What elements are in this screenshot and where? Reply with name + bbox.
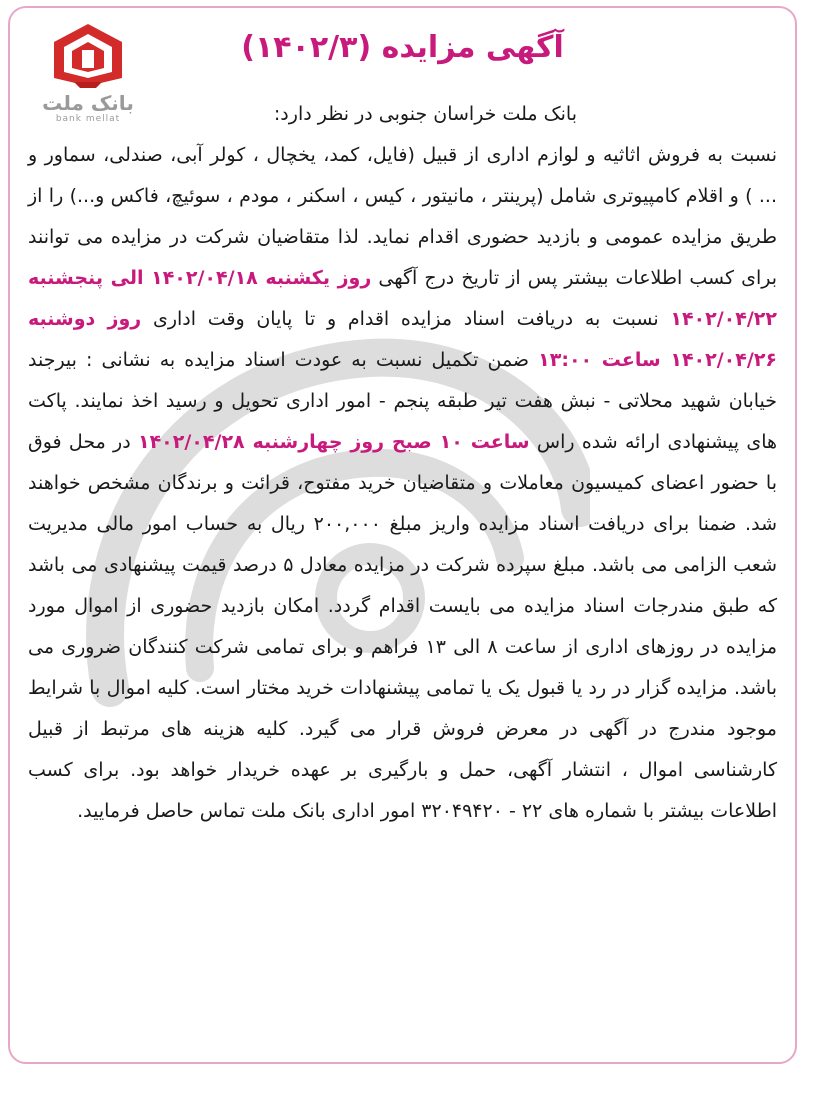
page-title: آگهی مزایده (۱۴۰۲/۳) (241, 30, 564, 65)
highlight-date-range: روز یکشنبه ۱۴۰۲/۰۴/۱۸ الی پنجشنبه ۱۴۰۲/۰۴/۲۲ (28, 267, 777, 330)
notice-paragraph-3: ضمن تکمیل نسبت به عودت اسناد مزایده به نشانی : بیرجند خیابان شهید محلاتی - نبش هفت تیر طبقه پنجم - امور اداری تحویل و رسید اخذ نمایند. پاکت های پیشنهادی ارائه شده راس (28, 349, 778, 453)
notice-paragraph-1: نسبت به فروش اثاثیه و لوازم اداری از قبیل (فایل، کمد، یخچال ، کولر آبی، صندلی، سماور و ... ) و اقلام کامپیوتری شامل (پرینتر ، مانیتور ، کیس ، اسکنر ، مودم ، سوئیچ، فاکس و...) را از طریق مزایده عمومی و بازدید حضوری اقدام نماید. لذا متقاضیان شرکت در مزایده می توانند برای کسب اطلاعات بیشتر پس از تاریخ درج آگهی (28, 144, 778, 289)
notice-body (28, 91, 778, 832)
logo-name-en: bank mellat (55, 114, 121, 124)
logo-name-fa: بانک ملت (42, 91, 134, 115)
notice-paragraph-2: نسبت به دریافت اسناد مزایده اقدام و تا پایان وقت اداری (152, 308, 659, 330)
notice-intro: بانک ملت خراسان جنوبی در نظر دارد: (273, 103, 577, 125)
highlight-deadline: روز دوشنبه ۱۴۰۲/۰۴/۲۶ ساعت ۱۳:۰۰ (28, 308, 778, 371)
notice-paragraph-4: در محل فوق با حضور اعضای کمیسیون معاملات و متقاضیان خرید مفتوح، قرائت و برندگان مشخص خواهند شد. ضمنا برای دریافت اسناد مزایده واریز مبلغ ۲۰۰,۰۰۰ ریال به حساب امور مالی مدیریت شعب الزامی می باشد. مبلغ سپرده شرکت در مزایده معادل ۵ درصد قیمت پیشنهادی می باشد که طبق مندرجات اسناد مزایده می بایست اقدام گردد. امکان بازدید حضوری از اموال مورد مزایده در روزهای اداری از ساعت ۸ الی ۱۳ فراهم و برای تمامی شرکت کنندگان ضروری می باشد. مزایده گزار در رد یا قبول یک یا تمامی پیشنهادات خرید مختار است. کلیه اموال با شرایط موجود مندرج در آگهی در معرض فروش قرار می گیرد. کلیه هزینه های مرتبط از قبیل کارشناسی اموال ، انتشار آگهی، حمل و بارگیری بر عهده خریدار خواهد بود. برای کسب اطلاعات بیشتر با شماره های ۲۲ - ۳۲۰۴۹۴۲۰ امور اداری بانک ملت تماس حاصل فرمایید. (28, 431, 778, 822)
advertisement-card (8, 6, 797, 1064)
highlight-opening-time: ساعت ۱۰ صبح روز چهارشنبه ۱۴۰۲/۰۴/۲۸ (137, 431, 530, 453)
